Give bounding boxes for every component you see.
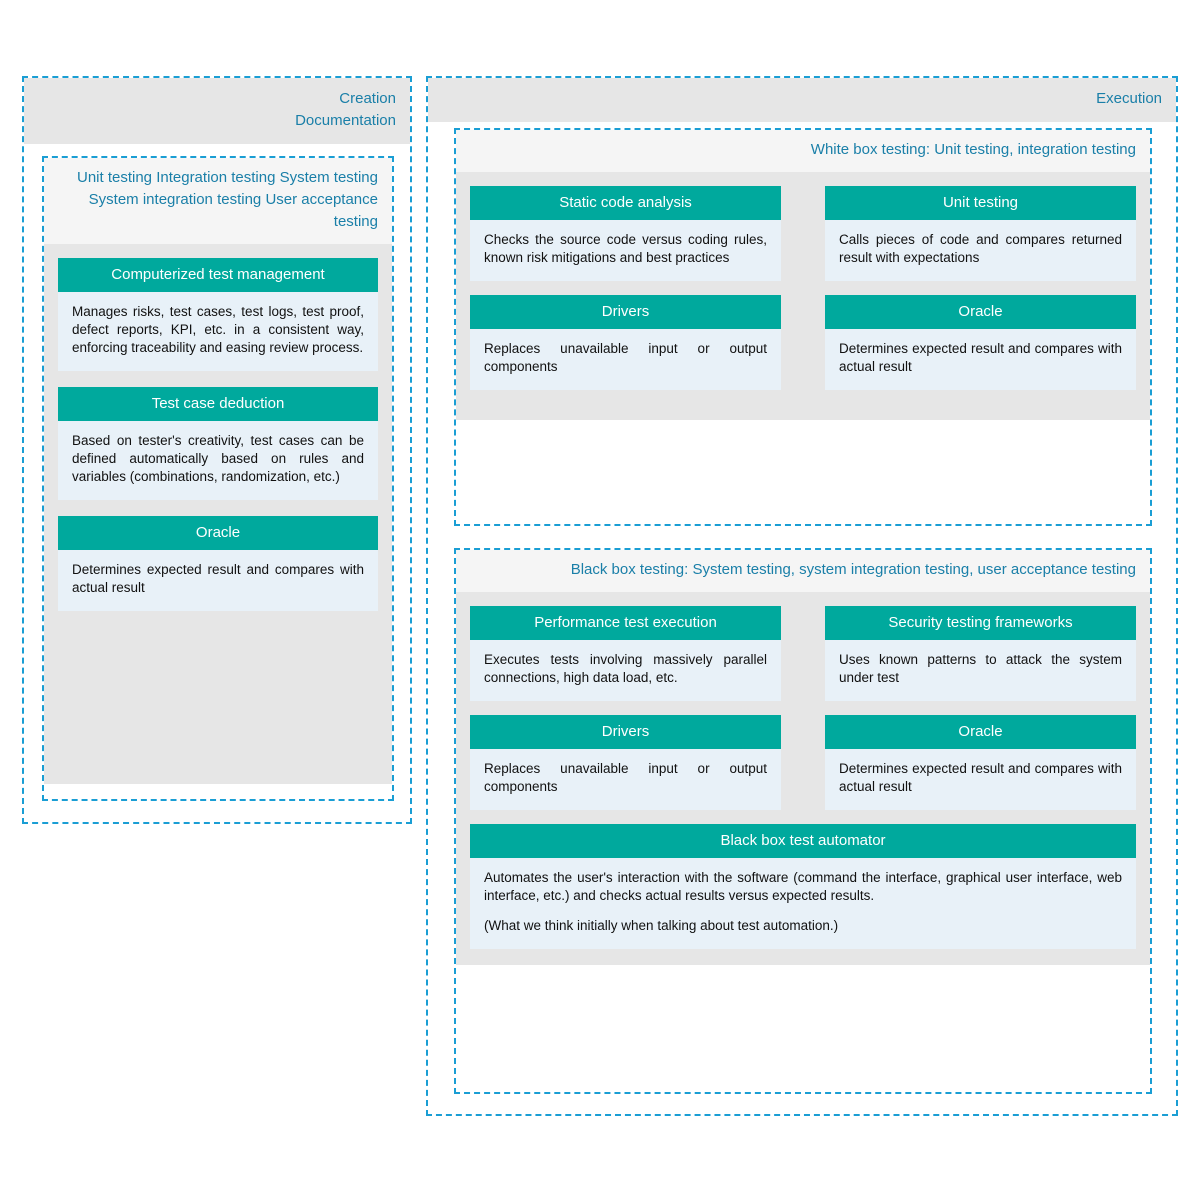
execution-region-header xyxy=(428,78,1176,122)
white-box-cards-container xyxy=(456,172,1150,420)
card-title: Oracle xyxy=(825,295,1136,329)
black-box-columns xyxy=(470,606,1136,824)
creation-test-levels-header xyxy=(44,158,392,244)
card-oracle-white-box xyxy=(825,295,1136,390)
card-paragraph: Checks the source code versus coding rules, known risk mitigations and best practices xyxy=(484,232,767,265)
card-body xyxy=(825,749,1136,810)
card-paragraph: Determines expected result and compares with actual result xyxy=(839,761,1122,794)
execution-region xyxy=(426,76,1178,1116)
card-paragraph: Replaces unavailable input or output components xyxy=(484,761,767,794)
white-box-columns xyxy=(470,186,1136,404)
white-box-left-column xyxy=(470,186,781,404)
creation-documentation-region xyxy=(22,76,412,824)
card-computerized-test-management xyxy=(58,258,378,371)
creation-level-line-3: System testing xyxy=(279,169,378,186)
creation-level-line-5: User acceptance testing xyxy=(265,191,378,230)
creation-header-line-1: Creation xyxy=(339,90,396,107)
card-title: Oracle xyxy=(825,715,1136,749)
white-box-testing-subregion xyxy=(454,128,1152,526)
card-body xyxy=(470,749,781,810)
card-title: Computerized test management xyxy=(58,258,378,292)
card-paragraph: (What we think initially when talking about test automation.) xyxy=(484,918,839,933)
execution-header-line-1: Execution xyxy=(1096,90,1162,107)
white-box-header-line-1: White box testing: xyxy=(810,141,931,158)
black-box-left-column xyxy=(470,606,781,824)
creation-region-header xyxy=(24,78,410,144)
card-body xyxy=(58,292,378,371)
card-title: Security testing frameworks xyxy=(825,606,1136,640)
card-title: Unit testing xyxy=(825,186,1136,220)
black-box-testing-subregion xyxy=(454,548,1152,1094)
card-title: Drivers xyxy=(470,715,781,749)
card-title: Black box test automator xyxy=(470,824,1136,858)
black-box-cards-container xyxy=(456,592,1150,965)
card-paragraph: Based on tester's creativity, test cases can be defined automatically based on rules and variables (combinations, randomization, etc.) xyxy=(72,433,364,484)
card-paragraph: Manages risks, test cases, test logs, test proof, defect reports, KPI, etc. in a consistent way, enforcing traceability and easing review process. xyxy=(72,304,364,355)
card-title: Performance test execution xyxy=(470,606,781,640)
white-box-header xyxy=(456,130,1150,172)
card-test-case-deduction xyxy=(58,387,378,500)
card-unit-testing xyxy=(825,186,1136,281)
card-static-code-analysis xyxy=(470,186,781,281)
card-body xyxy=(825,640,1136,701)
card-title: Oracle xyxy=(58,516,378,550)
card-performance-test-execution xyxy=(470,606,781,701)
black-box-header-line-2: System testing, system integration testing, user acceptance testing xyxy=(692,561,1136,578)
card-body xyxy=(825,329,1136,390)
card-paragraph: Uses known patterns to attack the system under test xyxy=(839,652,1122,685)
card-paragraph: Replaces unavailable input or output components xyxy=(484,341,767,374)
black-box-right-column xyxy=(825,606,1136,824)
creation-level-line-1: Unit testing xyxy=(76,169,153,186)
black-box-header-line-1: Black box testing: xyxy=(570,561,689,578)
creation-level-line-2: Integration testing xyxy=(156,169,276,186)
creation-test-levels-subregion xyxy=(42,156,394,801)
card-paragraph: Automates the user's interaction with the software (command the interface, graphical user interface, web interface, etc.) and checks actual results versus expected results. xyxy=(484,870,1122,903)
card-body xyxy=(470,329,781,390)
creation-cards-container xyxy=(44,244,392,784)
creation-header-line-2: Documentation xyxy=(295,112,396,129)
card-body xyxy=(825,220,1136,281)
black-box-header xyxy=(456,550,1150,592)
card-drivers-black-box xyxy=(470,715,781,810)
card-body xyxy=(470,640,781,701)
card-oracle-creation xyxy=(58,516,378,611)
card-title: Test case deduction xyxy=(58,387,378,421)
card-body xyxy=(470,220,781,281)
card-paragraph: Calls pieces of code and compares returned result with expectations xyxy=(839,232,1122,265)
white-box-right-column xyxy=(825,186,1136,404)
card-security-testing-frameworks xyxy=(825,606,1136,701)
card-title: Drivers xyxy=(470,295,781,329)
card-body xyxy=(470,858,1136,949)
card-oracle-black-box xyxy=(825,715,1136,810)
card-paragraph: Executes tests involving massively parallel connections, high data load, etc. xyxy=(484,652,767,685)
creation-level-line-4: System integration testing xyxy=(88,191,262,208)
card-title: Static code analysis xyxy=(470,186,781,220)
white-box-header-line-2: Unit testing, integration testing xyxy=(934,141,1136,158)
card-black-box-test-automator xyxy=(470,824,1136,949)
card-body xyxy=(58,421,378,500)
card-drivers-white-box xyxy=(470,295,781,390)
card-paragraph: Determines expected result and compares with actual result xyxy=(839,341,1122,374)
card-body xyxy=(58,550,378,611)
card-paragraph: Determines expected result and compares with actual result xyxy=(72,562,364,595)
